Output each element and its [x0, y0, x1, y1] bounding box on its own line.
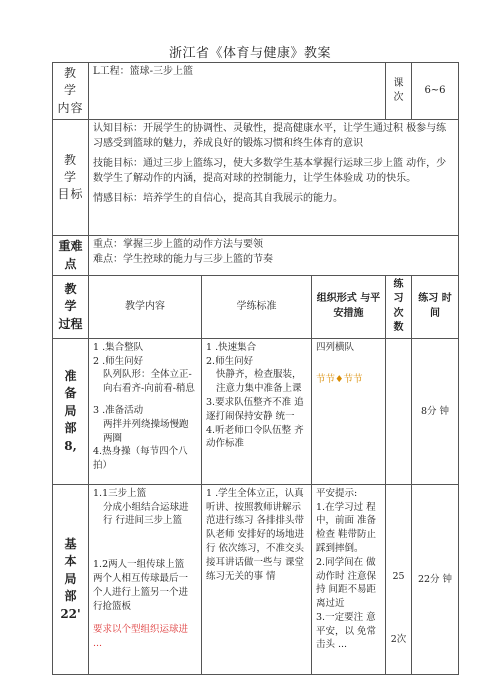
prep-standard-cell [202, 338, 312, 484]
basic-content-body-1: 分成小组结合运球进行 行进间三步上篮 [103, 501, 189, 527]
prep-content-item: 2 .师生问好 [93, 355, 144, 367]
prep-count-cell [386, 338, 412, 484]
prep-organization-text: 四列横队 [316, 341, 355, 353]
basic-standard-cell: 1 .学生全体立正，认真听讲、按照教师讲解示范进行练习 各排排头带队老师 安排好的场地进行 依次练习，不准交头 接耳讲话做一些与 课堂练习无关的事 情 [202, 484, 312, 674]
prep-content-item: 队列队形：全体立正-向右看齐-向前看-稍息 [103, 369, 195, 395]
label-preparation: 准 备 局 部 8, [53, 338, 89, 484]
header-content: 教学内容 [89, 275, 202, 338]
basic-count-cell [386, 484, 412, 674]
header-standard: 学练标准 [202, 275, 312, 338]
prep-content-item: 3 .准备活动 [93, 405, 144, 417]
basic-content-title-2: 1.2两人一组传球上篮 [93, 559, 185, 571]
prep-standard-item: 4.听老师口令队伍整 齐动作标准 [206, 424, 304, 450]
prep-content-cell [89, 338, 202, 484]
prep-standard-item: 快静齐，检查服装，注意力集中准备上课 [216, 369, 302, 395]
lesson-plan-table [52, 62, 459, 675]
prep-time: 8分 钟 [412, 338, 459, 484]
basic-count-1: 25 [392, 570, 405, 582]
prep-formation-diagram: 节节♦节节 [316, 373, 363, 385]
header-organization: 组织形式 与平安措施 [312, 275, 386, 338]
goal-emotion: 情感目标：培养学生的自信心，提高其自我展示的能力。 [93, 193, 343, 205]
label-teaching-content: 教 学 内容 [53, 63, 89, 120]
row-basic-part [53, 484, 459, 674]
basic-content-title-1: 1.1三步上篮 [93, 487, 147, 499]
label-teaching-goals: 教 学 目标 [53, 120, 89, 236]
label-basic-part: 基 本 局 部 22' [53, 484, 89, 674]
key-points-cell [89, 236, 459, 276]
label-key-points: 重难 点 [53, 236, 89, 276]
prep-content-item: 1 .集合整队 [93, 341, 144, 353]
label-class-count: 课 次 [386, 63, 412, 120]
basic-content-body-2: 两个人相互传球最后一 个人进行上篮另一个进 行抢篮板 [93, 573, 189, 612]
basic-count-2: 2次 [390, 634, 407, 646]
document-title: 浙江省《体育与健康》教案 [168, 46, 331, 61]
safety-item-3: 3.一定要注 意平安，以 免常击头 ... [316, 611, 377, 651]
safety-item-1: 1.在学习过 程中，前面 准备检查 鞋带防止 踩到摔倒。 [316, 501, 377, 555]
row-key-points [53, 236, 459, 276]
header-time: 练习 时间 [412, 275, 459, 338]
row-teaching-goals [53, 120, 459, 236]
class-count-value: 6~6 [412, 63, 459, 120]
key-point: 重点：掌握三步上篮的动作方法与要领 [93, 239, 263, 251]
safety-item-2: 2.同学间在 做动作时 注意保持 间距不易距离过近 [316, 556, 377, 610]
prep-content-item: 4.热身操（每节四个八拍） [93, 446, 188, 472]
prep-content-item: 两拌并列绕操场慢跑两圈 [103, 418, 189, 444]
teaching-goals-cell [89, 120, 459, 236]
row-preparation [53, 338, 459, 484]
goal-skill: 技能目标：通过三步上篮练习，使大多数学生基本掌握行运球三步上篮 动作，少数学生了解动作的内涵，提高对球的控制能力，让学生体验成 功的快乐。 [93, 158, 447, 184]
difficulty-point: 难点：学生控球的能力与三步上篮的节奏 [93, 253, 273, 265]
prep-standard-item: 2.师生问好 [206, 355, 254, 367]
basic-organization-cell [312, 484, 386, 674]
prep-organization-cell [312, 338, 386, 484]
prep-standard-item: 1 .快速集合 [206, 341, 257, 353]
basic-content-red-note: 要求以个型组织运球进 ... [93, 624, 189, 650]
teaching-content-value: L工程：篮球-三步上篮 [89, 63, 386, 120]
safety-title: 平安提示: [316, 487, 358, 499]
basic-content-cell [89, 484, 202, 674]
row-process-headers [53, 275, 459, 338]
header-count: 练习 次数 [386, 275, 412, 338]
goal-cognitive: 认知目标：开展学生的协调性、灵敏性，提高健康水平，让学生通过积 极参与练习感受到篮球的魅力，养成良好的锻炼习惯和终生体育的意识 [93, 123, 447, 149]
basic-time: 22分 钟 [412, 484, 459, 674]
prep-standard-item: 3.要求队伍整齐不准 追逐打闹保持安静 统一 [206, 397, 304, 422]
header-process: 教 学 过程 [53, 275, 89, 338]
row-teaching-content [53, 63, 459, 120]
